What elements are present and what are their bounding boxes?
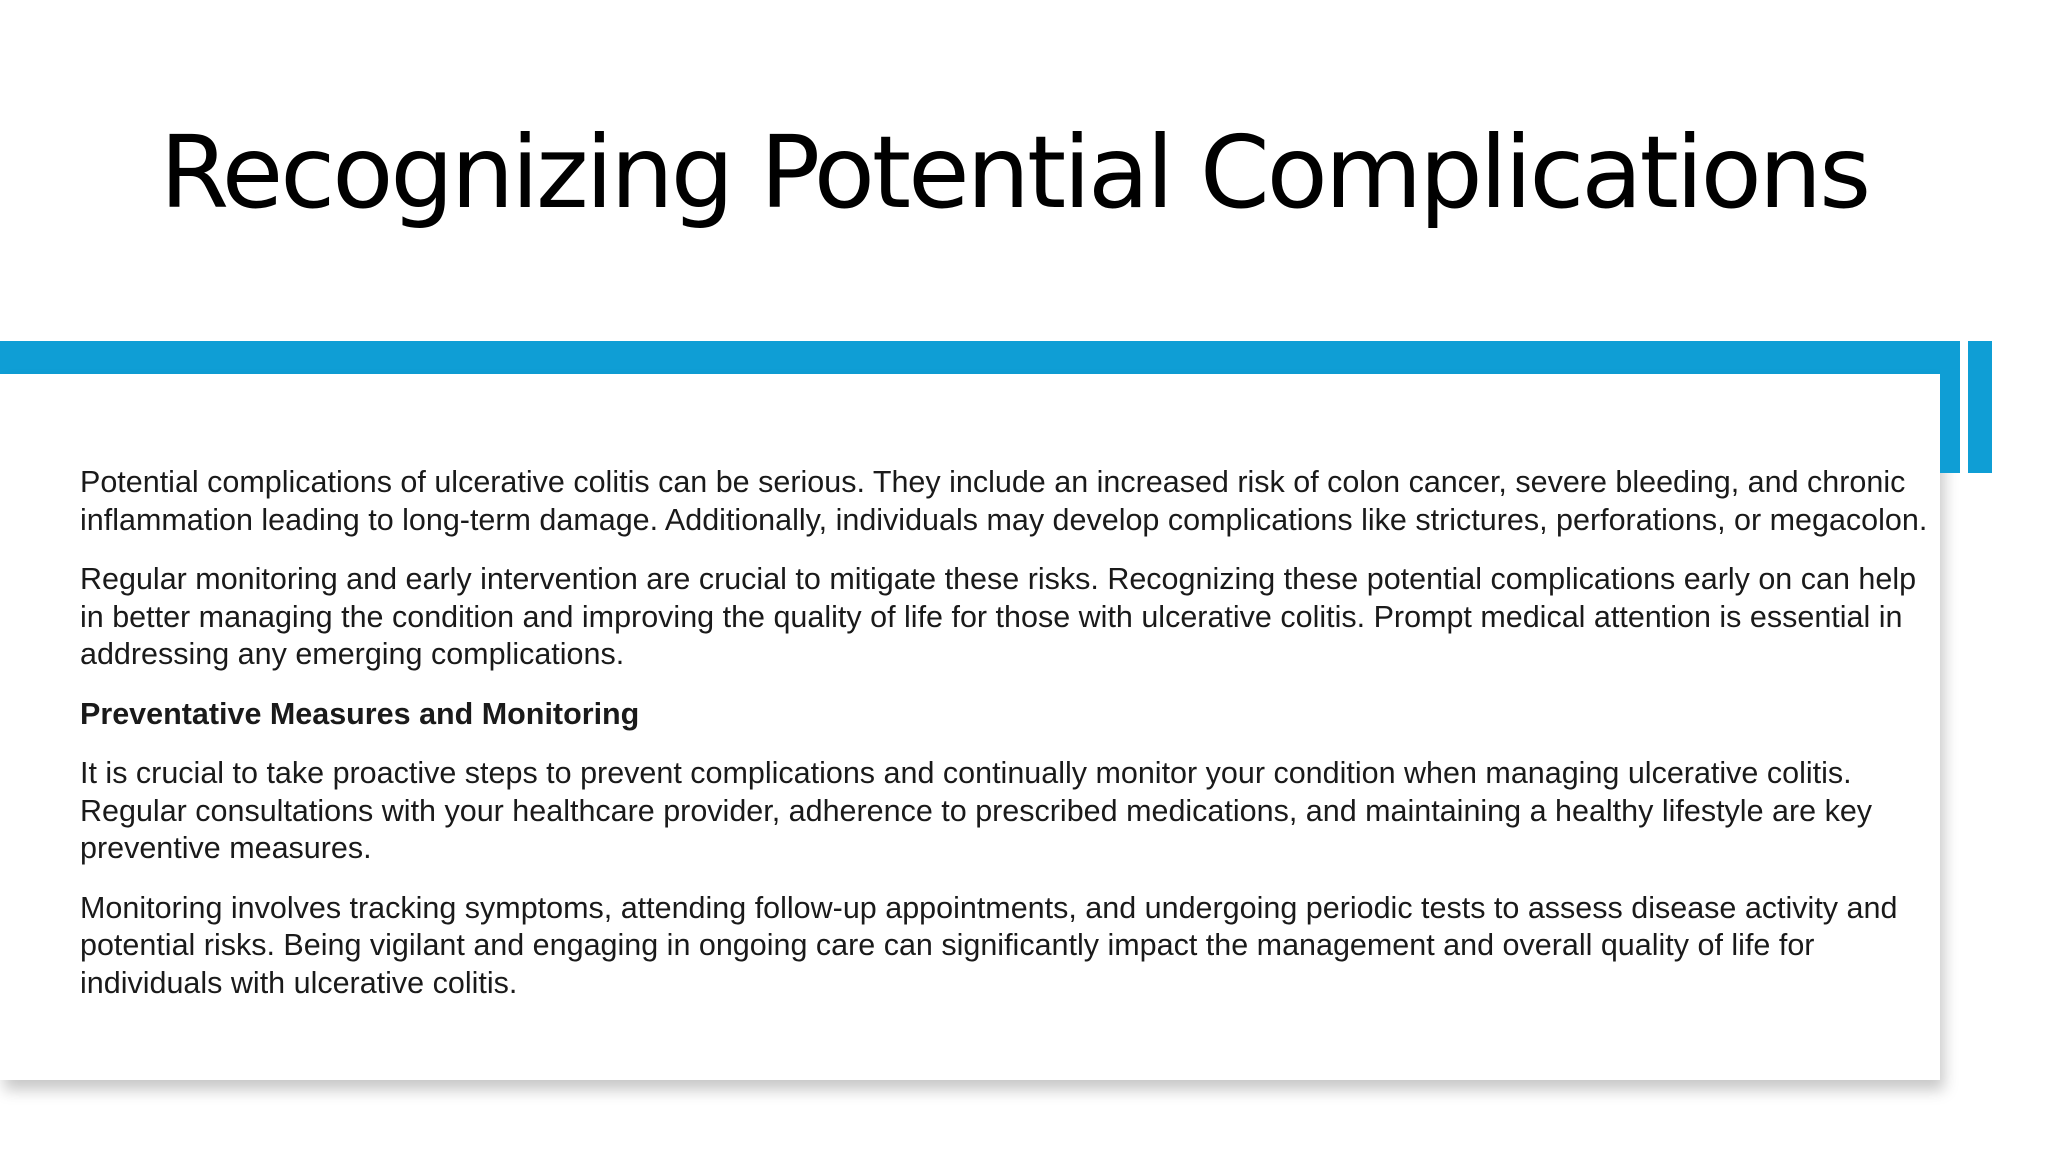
paragraph-complications: Potential complications of ulcerative colitis can be serious. They include an increased risk of colon cancer, severe bleeding, and chronic inflammation leading to long-term damage. Additionally, individuals may develop complications like strictures, perforations, or megacolon.	[80, 465, 1928, 537]
paragraph-proactive-steps: It is crucial to take proactive steps to prevent complications and continually monitor your condition when managing ulcerative colitis. Regular consultations with your healthcare provider, adherence to prescribed medications, and maintaining a healthy lifestyle are key preventive measures.	[80, 756, 1873, 865]
paragraph-monitoring-intervention: Regular monitoring and early intervention are crucial to mitigate these risks. Recognizing these potential complications early on can help in better managing the condition and improving the quality of life for those with ulcerative colitis. Prompt medical attention is essential in addressing any emerging complications.	[80, 562, 1917, 671]
accent-bar-right-inner	[1940, 341, 1960, 473]
slide-title: Recognizing Potential Complications	[159, 114, 1869, 231]
accent-bar-top	[0, 341, 1960, 374]
subheading-preventative-measures: Preventative Measures and Monitoring	[80, 696, 640, 731]
body-text-area	[80, 464, 1940, 1024]
accent-bar-right-outer	[1968, 341, 1992, 473]
paragraph-monitoring-involves: Monitoring involves tracking symptoms, attending follow-up appointments, and undergoing periodic tests to assess disease activity and potential risks. Being vigilant and engaging in ongoing care can significantly impact the management and overall quality of life for individuals with ulcerative colitis.	[80, 890, 1898, 1000]
